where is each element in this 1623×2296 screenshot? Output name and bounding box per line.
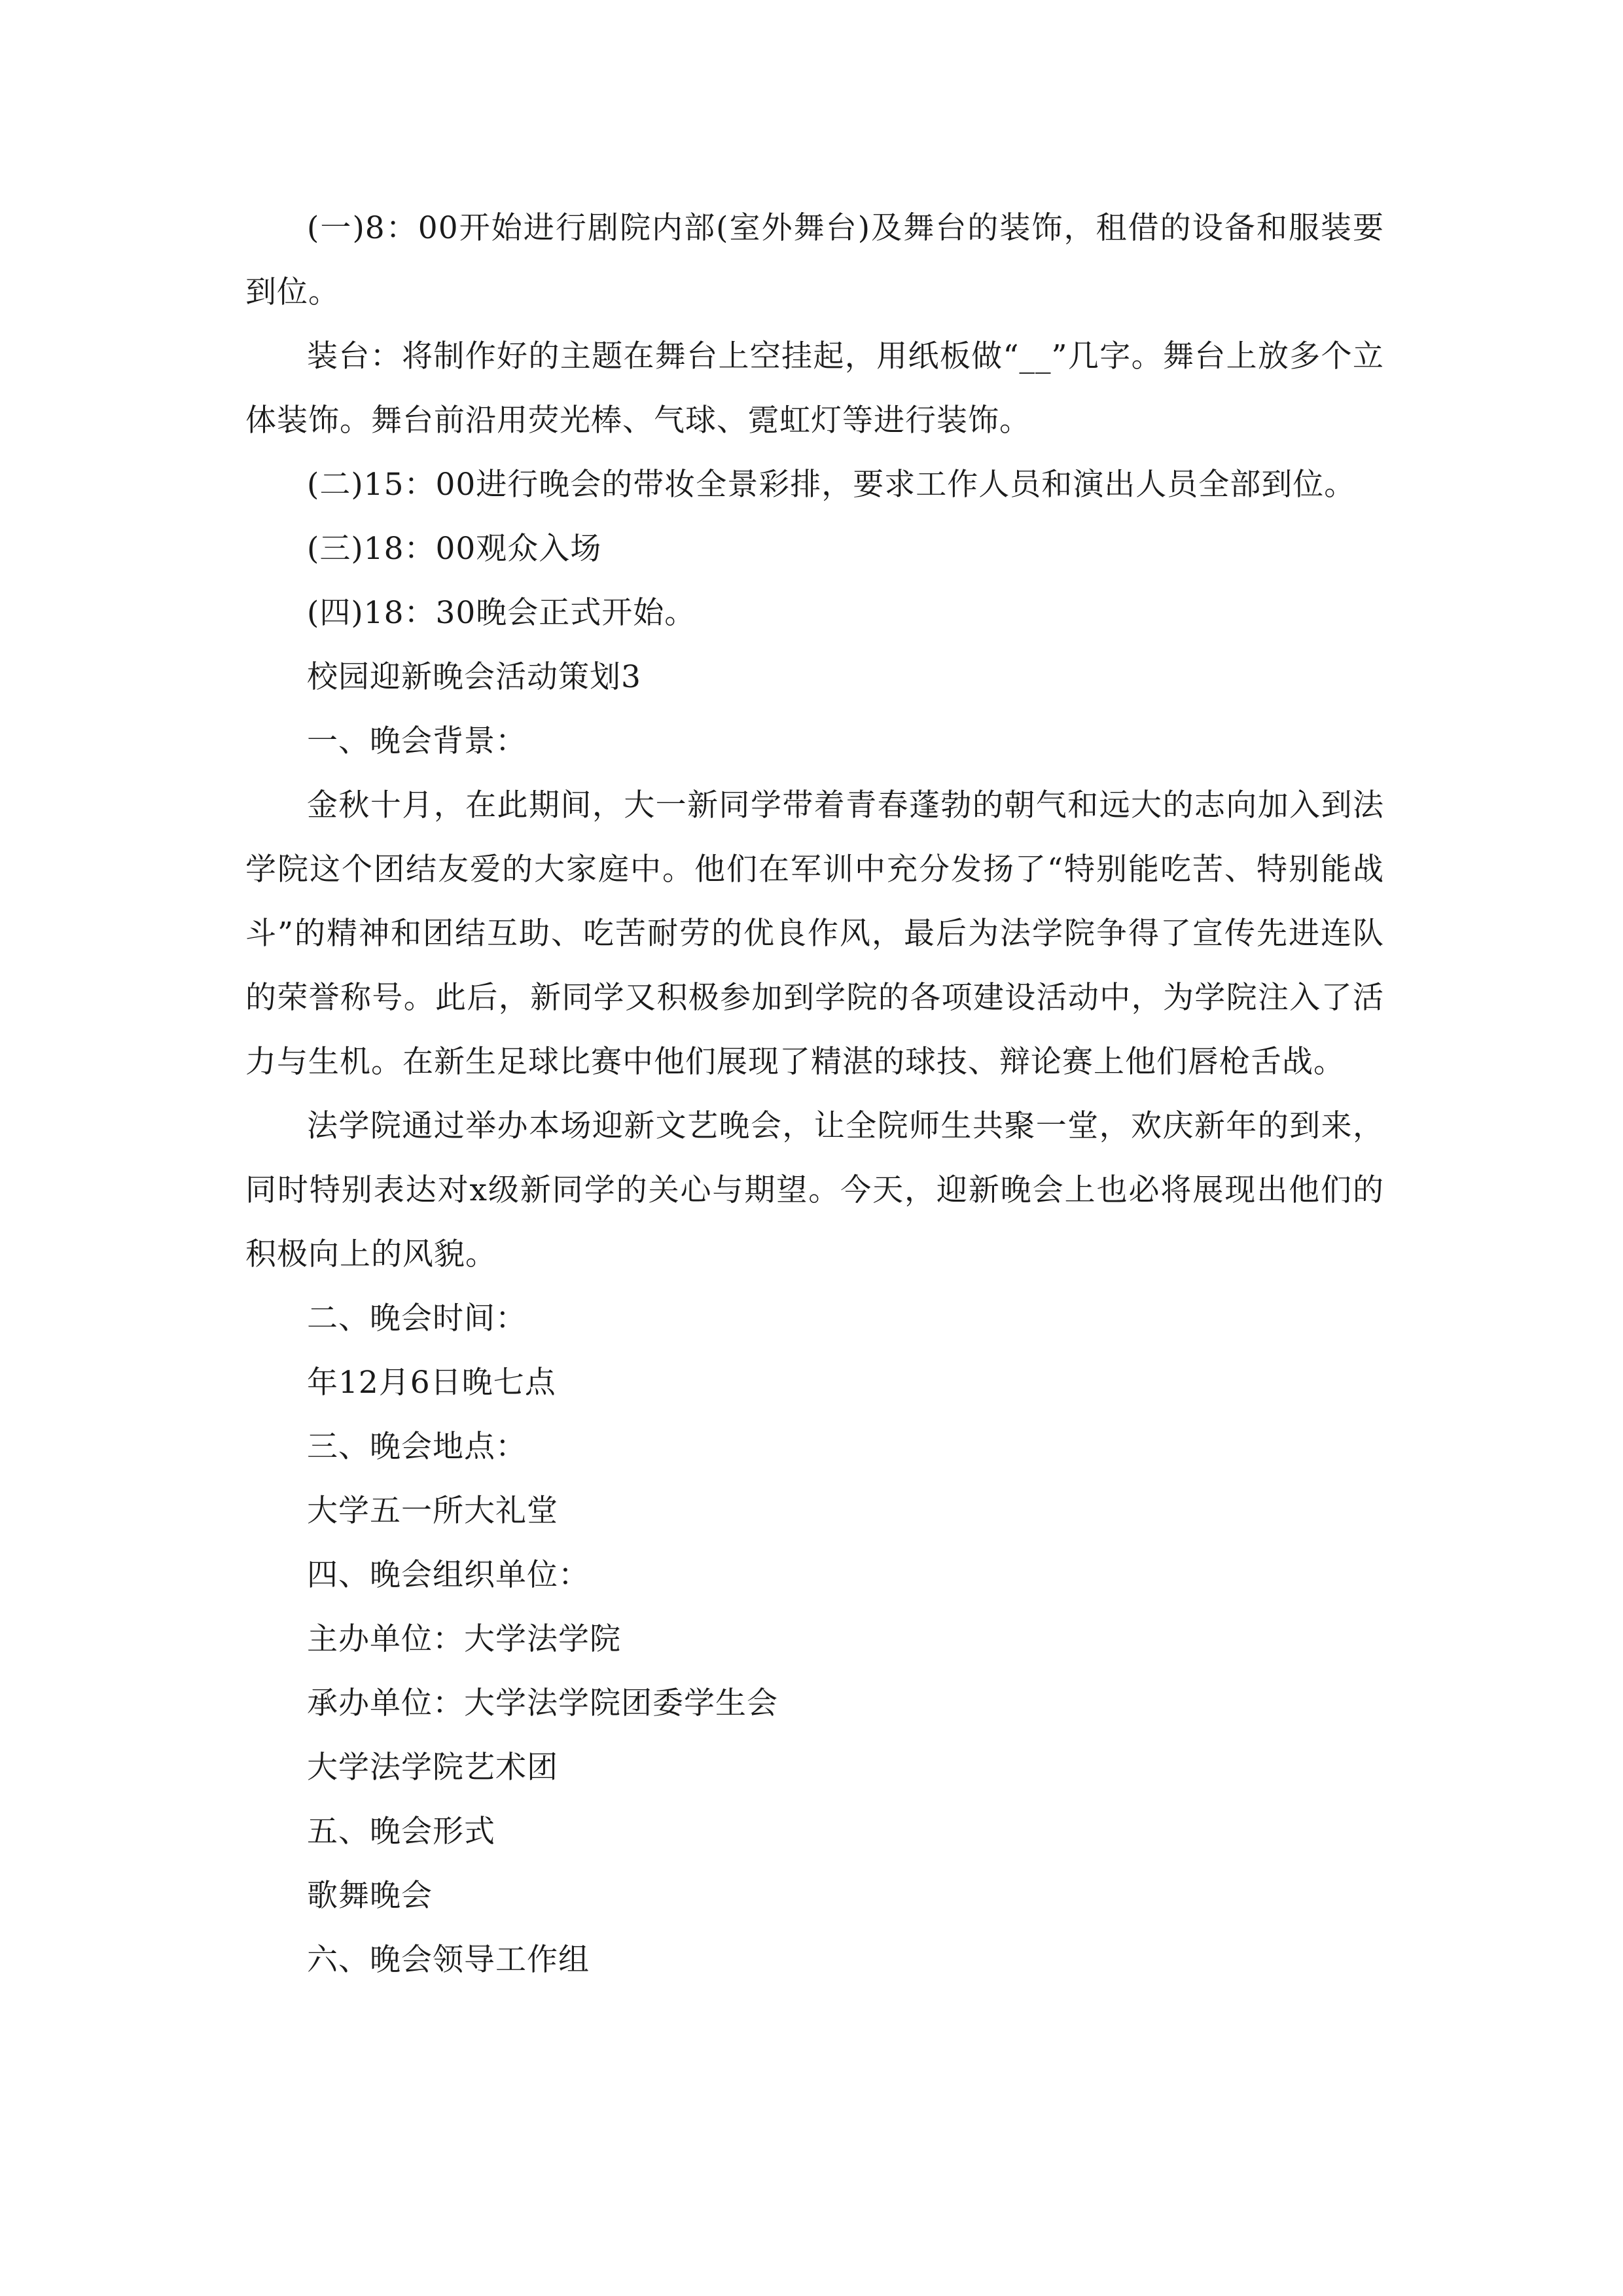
heading-format: 五、晚会形式 [307,1814,495,1850]
document-body [245,196,1384,1992]
paragraph-show-start: (四)18：30晚会正式开始。 [307,595,696,631]
paragraph-purpose: 法学院通过举办本场迎新文艺晚会，让全院师生共聚一堂，欢庆新年的到来，同时特别表达对x级新同学的关心与期望。今天，迎新晚会上也必将展现出他们的积极向上的风貌。 [245,1108,1384,1272]
paragraph-audience-entry: (三)18：00观众入场 [307,531,602,567]
paragraph-background-body: 金秋十月，在此期间，大一新同学带着青春蓬勃的朝气和远大的志向加入到法学院这个团结友爱的大家庭中。他们在军训中充分发扬了“特别能吃苦、特别能战斗”的精神和团结互助、吃苦耐劳的优良作风，最后为法学院争得了宣传先进连队的荣誉称号。此后，新同学又积极参加到学院的各项建设活动中，为学院注入了活力与生机。在新生足球比赛中他们展现了精湛的球技、辩论赛上他们唇枪舌战。 [245,787,1384,1080]
heading-leadership: 六、晚会领导工作组 [307,1942,590,1978]
heading-location: 三、晚会地点： [307,1429,527,1465]
value-time: 年12月6日晚七点 [307,1365,556,1401]
paragraph-decoration-schedule: (一)8：00开始进行剧院内部(室外舞台)及舞台的装饰，租借的设备和服装要到位。 [245,210,1384,310]
value-organizer: 承办单位：大学法学院团委学生会 [307,1685,778,1721]
heading-organizers: 四、晚会组织单位： [307,1557,590,1593]
value-format: 歌舞晚会 [307,1878,433,1914]
section-title: 校园迎新晚会活动策划3 [307,659,641,695]
heading-time: 二、晚会时间： [307,1300,527,1336]
paragraph-stage-setup: 装台：将制作好的主题在舞台上空挂起，用纸板做“__”几字。舞台上放多个立体装饰。舞台前沿用荧光棒、气球、霓虹灯等进行装饰。 [245,338,1384,439]
paragraph-rehearsal: (二)15：00进行晚会的带妆全景彩排，要求工作人员和演出人员全部到位。 [307,467,1356,503]
value-host: 主办单位：大学法学院 [307,1621,621,1657]
value-location: 大学五一所大礼堂 [307,1493,558,1529]
value-art-troupe: 大学法学院艺术团 [307,1749,558,1785]
heading-background: 一、晚会背景： [307,723,527,759]
